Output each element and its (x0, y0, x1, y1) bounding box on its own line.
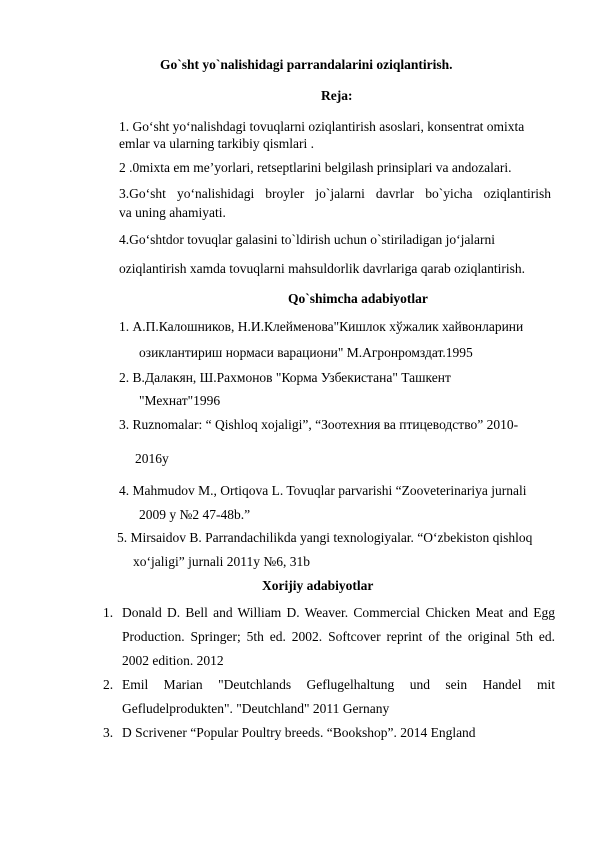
plan-item-3-cont: va uning ahamiyati. (119, 205, 226, 220)
foreign-ref-1: Donald D. Bell and William D. Weaver. Commercial Chicken Meat and Egg (122, 605, 555, 620)
extra-ref-3: 3. Ruznomalar: “ Qishloq xojaligi”, “Зоотехния ва птицеводство” 2010- (119, 417, 519, 432)
extra-ref-5-cont: xo‘jaligi” jurnali 2011y №6, 31b (133, 554, 310, 569)
plan-item-1: 1. Go‘sht yo‘nalishdagi tovuqlarni oziqlantirish asoslari, konsentrat omixta (119, 119, 525, 134)
extra-ref-5: 5. Mirsaidov B. Parrandachilikda yangi texnologiyalar. “O‘zbekiston qishloq (117, 530, 533, 545)
extra-ref-2-cont: "Мехнат"1996 (139, 393, 221, 408)
foreign-ref-2: Emil Marian "Deutchlands Geflugelhaltung und sein Handel mit (122, 677, 555, 692)
extra-literature-heading: Qo`shimcha adabiyotlar (288, 291, 428, 306)
plan-item-2: 2 .0mixta em me’yorlari, retseptlarini belgilash prinsiplari va andozalari. (119, 160, 512, 175)
foreign-ref-number: 1. (103, 605, 114, 620)
plan-item-4: 4.Go‘shtdor tovuqlar galasini to`ldirish uchun o`stiriladigan jo‘jalarni (119, 232, 496, 247)
foreign-ref-1-cont: 2002 edition. 2012 (122, 653, 224, 668)
plan-item-3: 3.Go‘sht yo‘nalishidagi broyler jo`jalarni davrlar bo`yicha oziqlantirish (119, 186, 551, 201)
plan-item-1-cont: emlar va ularning tarkibiy qismlari . (119, 136, 314, 151)
extra-ref-4: 4. Mahmudov M., Ortiqova L. Tovuqlar parvarishi “Zooveterinariya jurnali (119, 483, 527, 498)
foreign-literature-heading: Xorijiy adabiyotlar (262, 578, 374, 593)
foreign-ref-1-cont: Production. Springer; 5th ed. 2002. Softcover reprint of the original 5th ed. (122, 629, 555, 644)
page-title: Go`sht yo`nalishidagi parrandalarini oziqlantirish. (160, 57, 453, 72)
extra-ref-4-cont: 2009 y №2 47-48b.” (139, 507, 251, 522)
plan-item-4-cont: oziqlantirish xamda tovuqlarni mahsuldorlik davrlariga qarab oziqlantirish. (119, 261, 526, 276)
plan-heading: Reja: (321, 88, 353, 103)
extra-ref-3-cont: 2016y (135, 451, 169, 466)
foreign-ref-3: D Scrivener “Popular Poultry breeds. “Bookshop”. 2014 England (122, 725, 476, 740)
foreign-ref-number: 2. (103, 677, 114, 692)
extra-ref-1-cont: озиклантириш нормаси варациони" М.Агронромздат.1995 (139, 345, 473, 360)
extra-ref-2: 2. В.Далакян, Ш.Рахмонов "Корма Узбекистана" Ташкент (119, 370, 451, 385)
extra-ref-1: 1. А.П.Калошников, Н.И.Клейменова"Кишлок хўжалик хайвонларини (119, 319, 524, 334)
foreign-ref-2-cont: Gefludelprodukten". "Deutchland" 2011 Gernany (122, 701, 390, 716)
foreign-ref-number: 3. (103, 725, 114, 740)
